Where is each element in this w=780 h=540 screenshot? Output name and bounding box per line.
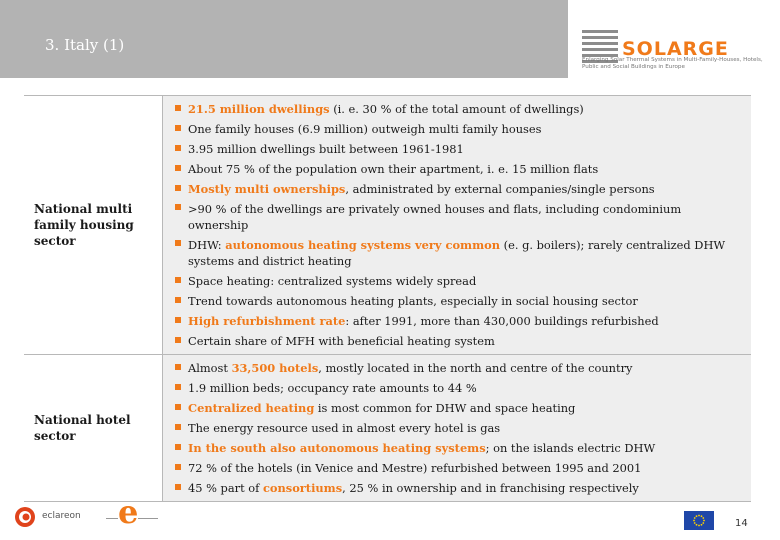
list-item: Mostly multi ownerships, administrated by external companies/single persons <box>175 179 745 199</box>
eclareon-label: eclareon <box>42 511 81 521</box>
e-mark-icon: e <box>118 493 139 531</box>
list-item: Centralized heating is most common for DHW and space heating <box>175 398 745 418</box>
list-item: 1.9 million beds; occupancy rate amounts to 44 % <box>175 378 745 398</box>
row-label: National multi family housing sector <box>34 202 134 248</box>
list-item: DHW: autonomous heating systems very common (e. g. boilers); rarely centralized DHW systems and district heating <box>175 235 745 271</box>
bullet-list <box>175 99 745 351</box>
list-item: Certain share of MFH with beneficial heating system <box>175 331 745 351</box>
logo-word: SOLARGE <box>622 38 729 60</box>
list-item: 45 % part of consortiums, 25 % in ownership and in franchising respectively <box>175 478 745 498</box>
list-item: Space heating: centralized systems widely spread <box>175 271 745 291</box>
table-row-hotel <box>24 355 751 501</box>
list-item: In the south also autonomous heating systems; on the islands electric DHW <box>175 438 745 458</box>
partner-e-logo <box>106 494 166 534</box>
eclareon-swirl-icon <box>14 506 36 528</box>
list-item: 72 % of the hotels (in Venice and Mestre) refurbished between 1995 and 2001 <box>175 458 745 478</box>
list-item: Almost 33,500 hotels, mostly located in the north and centre of the country <box>175 358 745 378</box>
eu-flag-icon <box>684 511 714 530</box>
header-band <box>0 0 568 78</box>
list-item: >90 % of the dwellings are privately owned houses and flats, including condominium ownership <box>175 199 745 235</box>
list-item: About 75 % of the population own their apartment, i. e. 15 million flats <box>175 159 745 179</box>
list-item: High refurbishment rate: after 1991, more than 430,000 buildings refurbished <box>175 311 745 331</box>
row-label: National hotel sector <box>34 413 131 443</box>
logo-tagline: Enlarging Solar Thermal Systems in Multi-Family-Houses, Hotels, Public and Social Buildings in Europe <box>582 57 763 70</box>
info-table <box>24 95 751 502</box>
row-content <box>162 355 751 501</box>
list-item: Trend towards autonomous heating plants, especially in social housing sector <box>175 291 745 311</box>
list-item: The energy resource used in almost every hotel is gas <box>175 418 745 438</box>
eclareon-logo <box>14 506 114 528</box>
list-item: One family houses (6.9 million) outweigh multi family houses <box>175 119 745 139</box>
solarge-logo <box>582 30 772 80</box>
page-number: 14 <box>735 518 748 529</box>
list-item: 21.5 million dwellings (i. e. 30 % of the total amount of dwellings) <box>175 99 745 119</box>
bullet-list <box>175 358 745 498</box>
row-content <box>162 96 751 354</box>
table-row-housing <box>24 96 751 355</box>
list-item: 3.95 million dwellings built between 1961-1981 <box>175 139 745 159</box>
slide-title: 3. Italy (1) <box>45 36 125 54</box>
